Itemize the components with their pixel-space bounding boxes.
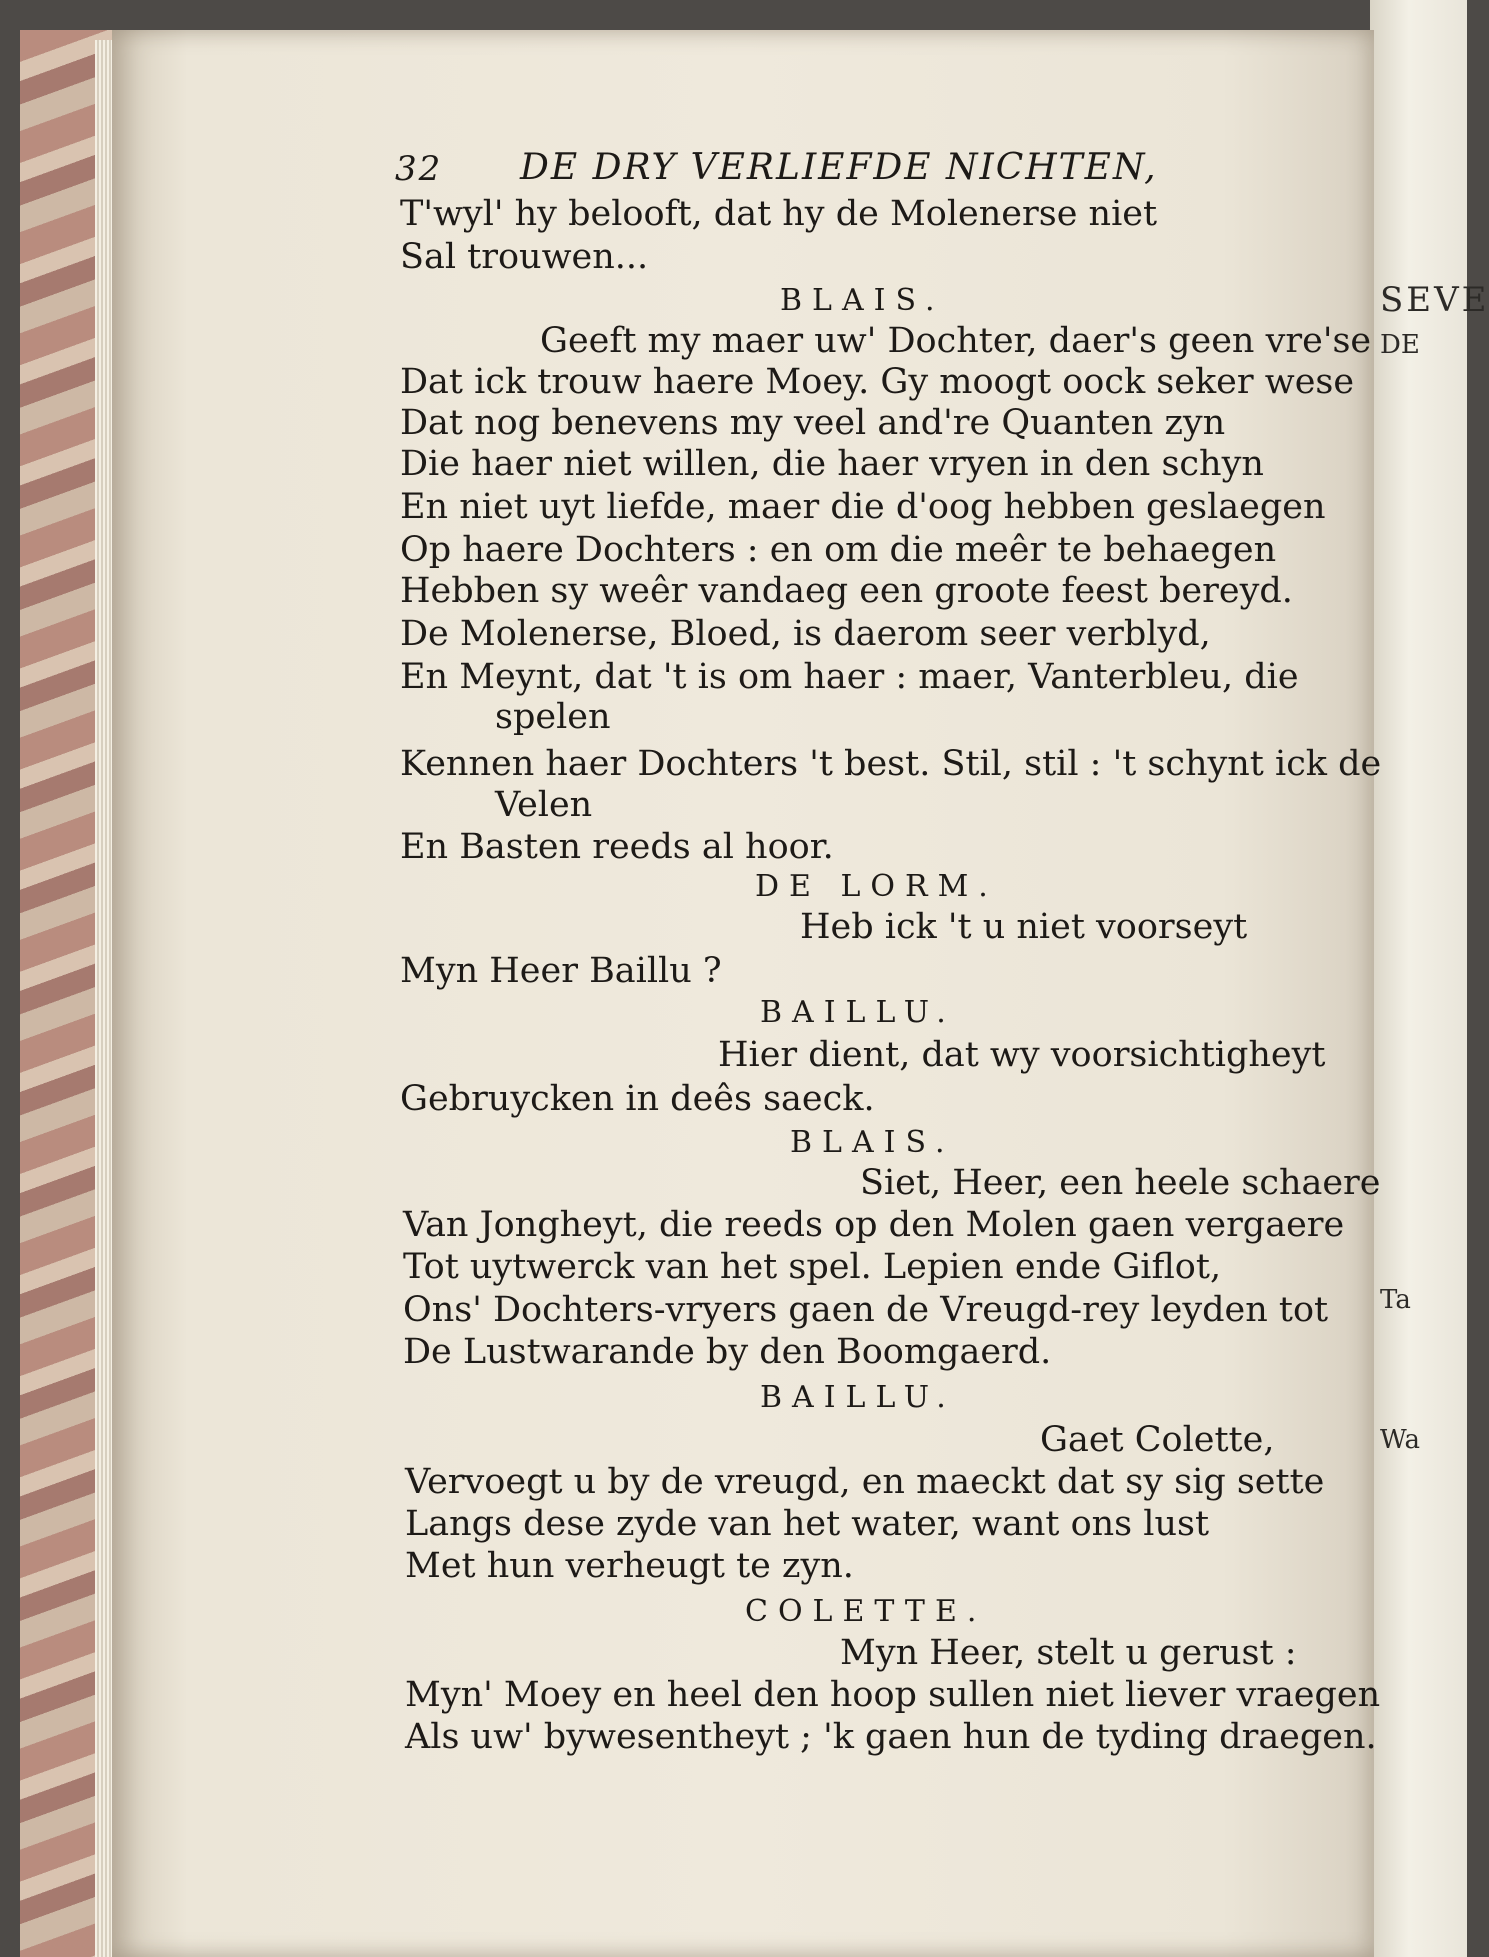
verse-line: De Molenerse, Bloed, is daerom seer verblyd, <box>400 614 1211 654</box>
verse-line: Myn Heer Baillu ? <box>400 951 722 991</box>
verse-line: Myn Heer, stelt u gerust : <box>840 1633 1297 1673</box>
verse-line: Langs dese zyde van het water, want ons lust <box>405 1504 1210 1544</box>
verse-line: Siet, Heer, een heele schaere <box>860 1163 1381 1203</box>
verse-line-continuation: spelen <box>495 697 611 737</box>
speaker-name: BLAIS. <box>780 283 945 318</box>
verse-line: Gaet Colette, <box>1040 1420 1275 1460</box>
verse-line: Van Jongheyt, die reeds op den Molen gaen vergaere <box>403 1205 1345 1245</box>
verse-line: Ons' Dochters-vryers gaen de Vreugd-rey leyden tot <box>403 1290 1329 1330</box>
verse-line: Vervoegt u by de vreugd, en maeckt dat sy sig sette <box>405 1462 1325 1502</box>
verse-line: Hebben sy weêr vandaeg een groote feest bereyd. <box>400 571 1293 611</box>
verse-line: Kennen haer Dochters 't best. Stil, stil : 't schynt ick de <box>400 744 1382 784</box>
verse-line: Hier dient, dat wy voorsichtigheyt <box>718 1035 1326 1075</box>
verse-line-continuation: Velen <box>495 785 593 825</box>
speaker-name: BAILLU. <box>760 995 956 1030</box>
facing-page-fragment: SEVE <box>1380 280 1489 320</box>
verse-line: Dat ick trouw haere Moey. Gy moogt oock seker wese <box>400 362 1355 402</box>
verse-line: Op haere Dochters : en om die meêr te behaegen <box>400 530 1277 570</box>
verse-line: Als uw' bywesentheyt ; 'k gaen hun de tyding draegen. <box>405 1717 1377 1757</box>
verse-line: T'wyl' hy belooft, dat hy de Molenerse niet <box>400 194 1158 234</box>
facing-page-fragment: DE <box>1380 330 1420 360</box>
facing-page-fragment: Ta <box>1380 1285 1411 1315</box>
verse-line: Myn' Moey en heel den hoop sullen niet liever vraegen <box>405 1675 1381 1715</box>
verse-line: Tot uytwerck van het spel. Lepien ende Giflot, <box>403 1247 1222 1287</box>
verse-line: En Meynt, dat 't is om haer : maer, Vanterbleu, die <box>400 657 1299 697</box>
verse-line: Sal trouwen... <box>400 237 649 277</box>
speaker-name: COLETTE. <box>745 1594 987 1629</box>
page-number: 32 <box>395 149 443 189</box>
verse-line: De Lustwarande by den Boomgaerd. <box>403 1332 1052 1372</box>
facing-page-fragment: Wa <box>1380 1425 1420 1455</box>
speaker-name: DE LORM. <box>755 869 998 904</box>
verse-line: Gebruycken in deês saeck. <box>400 1079 875 1119</box>
speaker-name: BLAIS. <box>790 1125 955 1160</box>
verse-line: Dat nog benevens my veel and're Quanten zyn <box>400 403 1226 443</box>
verse-line: En Basten reeds al hoor. <box>400 827 834 867</box>
verse-line: Die haer niet willen, die haer vryen in den schyn <box>400 444 1264 484</box>
verse-line: Met hun verheugt te zyn. <box>405 1546 854 1586</box>
verse-line: Heb ick 't u niet voorseyt <box>800 907 1248 947</box>
verse-line: En niet uyt liefde, maer die d'oog hebben geslaegen <box>400 487 1326 527</box>
speaker-name: BAILLU. <box>760 1380 956 1415</box>
facing-page <box>1370 0 1489 1957</box>
running-title: DE DRY VERLIEFDE NICHTEN, <box>520 147 1158 188</box>
verse-line: Geeft my maer uw' Dochter, daer's geen vre'se <box>540 321 1372 361</box>
